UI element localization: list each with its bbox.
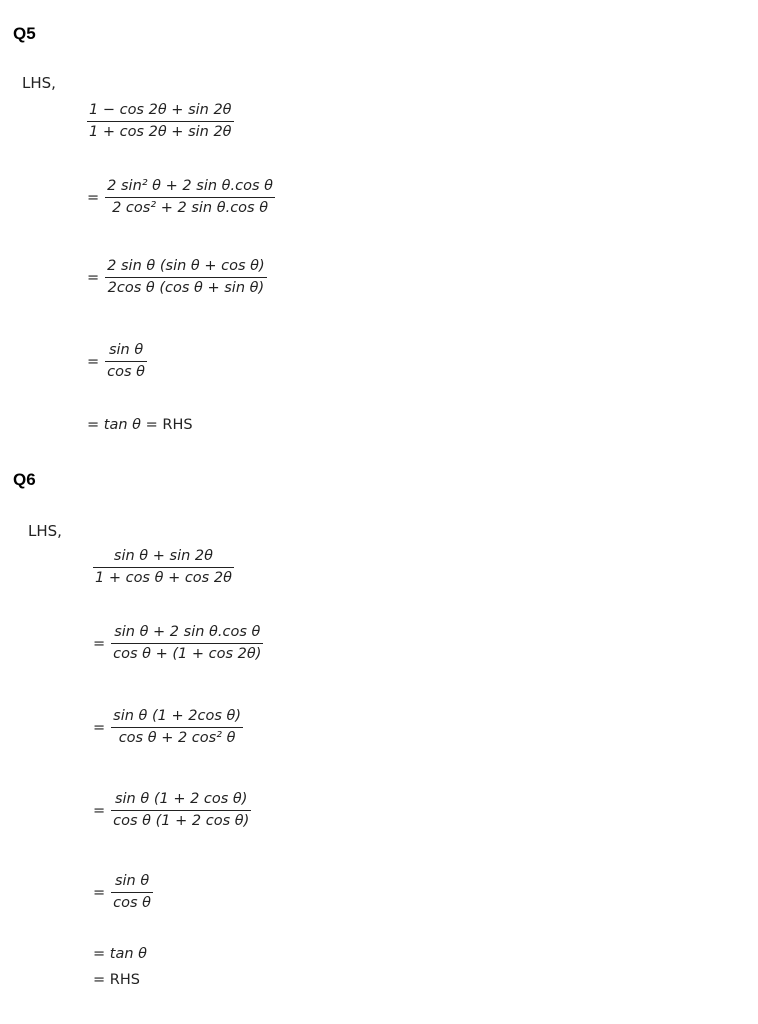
numerator: sin θ (1 + 2 cos θ) — [114, 791, 248, 807]
equals-sign: = — [87, 417, 100, 433]
numerator: sin θ + sin 2θ — [113, 548, 214, 564]
q6-step-1 — [93, 546, 234, 589]
final-expression: tan θ — [103, 417, 142, 433]
q5-step-2 — [87, 176, 275, 219]
denominator: cos θ + 2 cos² θ — [118, 730, 236, 746]
denominator: cos θ — [107, 364, 146, 380]
equals-sign: = — [87, 269, 100, 286]
fraction — [93, 546, 234, 589]
denominator: cos θ (1 + 2 cos θ) — [113, 813, 250, 829]
numerator: 1 − cos 2θ + sin 2θ — [89, 102, 232, 118]
equals-sign: = — [93, 946, 106, 962]
equals-sign: = — [87, 353, 100, 370]
final-expression: tan θ — [109, 946, 148, 962]
numerator: 2 sin² θ + 2 sin θ.cos θ — [107, 178, 273, 194]
equals-sign: = — [93, 884, 106, 901]
fraction — [111, 789, 251, 832]
q6-lhs-label: LHS, — [28, 522, 62, 540]
numerator: sin θ — [108, 342, 144, 358]
fraction — [105, 340, 147, 383]
q5-final-line — [87, 417, 193, 433]
rhs-text: = RHS — [145, 417, 193, 433]
fraction — [87, 100, 234, 143]
q6-step-3 — [93, 706, 243, 749]
q5-step-3 — [87, 256, 267, 299]
equals-sign: = — [87, 189, 100, 206]
equals-sign: = — [93, 635, 106, 652]
denominator: 1 + cos θ + cos 2θ — [95, 570, 232, 586]
denominator: cos θ — [113, 895, 152, 911]
q6-step-5 — [93, 871, 153, 914]
q6-step-2 — [93, 622, 263, 665]
fraction — [111, 871, 153, 914]
numerator: sin θ — [114, 873, 150, 889]
denominator: 2 cos² + 2 sin θ.cos θ — [112, 200, 269, 216]
q6-final-line-1 — [93, 946, 147, 962]
fraction — [111, 706, 243, 749]
q6-heading: Q6 — [13, 470, 36, 489]
q6-final-line-2: = RHS — [93, 972, 140, 988]
denominator: 1 + cos 2θ + sin 2θ — [89, 124, 232, 140]
fraction — [105, 256, 267, 299]
q5-step-1 — [87, 100, 234, 143]
denominator: 2cos θ (cos θ + sin θ) — [107, 280, 265, 296]
denominator: cos θ + (1 + cos 2θ) — [113, 646, 262, 662]
equals-sign: = — [93, 719, 106, 736]
q5-lhs-label: LHS, — [22, 74, 56, 92]
equals-sign: = — [93, 802, 106, 819]
fraction — [105, 176, 275, 219]
numerator: sin θ + 2 sin θ.cos θ — [114, 624, 261, 640]
fraction — [111, 622, 263, 665]
q5-step-4 — [87, 340, 147, 383]
numerator: sin θ (1 + 2cos θ) — [113, 708, 242, 724]
numerator: 2 sin θ (sin θ + cos θ) — [107, 258, 265, 274]
q6-step-4 — [93, 789, 251, 832]
q5-heading: Q5 — [13, 24, 36, 43]
